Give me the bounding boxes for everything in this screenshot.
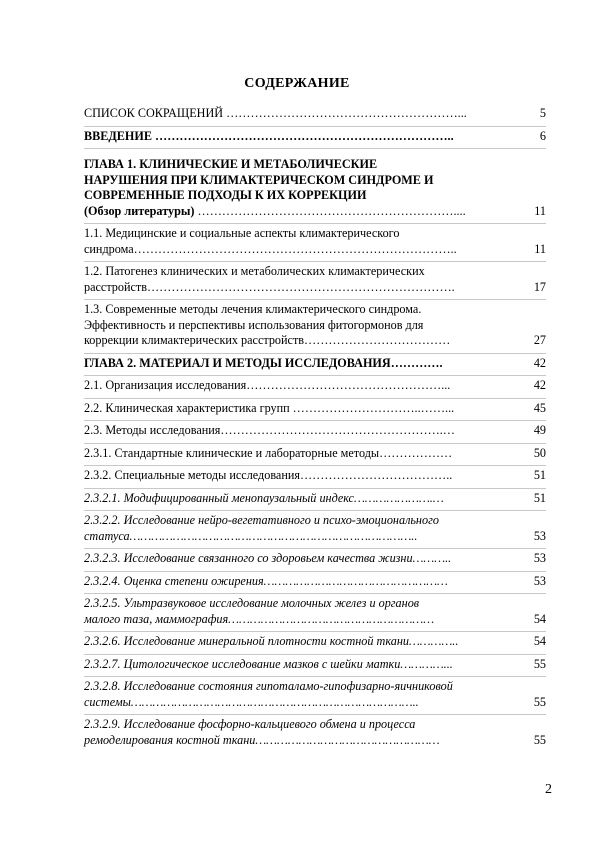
toc-entry-text: 2.3.2.6. Исследование минеральной плотности костной ткани………….. (84, 632, 514, 655)
toc-entry-text (84, 262, 514, 300)
toc-entry-text (84, 300, 514, 354)
toc-entry-text: ГЛАВА 2. МАТЕРИАЛ И МЕТОДЫ ИССЛЕДОВАНИЯ…………. (84, 353, 514, 376)
toc-entry-2-2 (84, 398, 546, 421)
toc-line: коррекции климактерических расстройств……………………………… (84, 333, 451, 347)
toc-entry-2-3-2 (84, 466, 546, 489)
toc-entry-page: 51 (514, 466, 546, 489)
toc-entry-2-3-1 (84, 443, 546, 466)
toc-entry-text: 2.3.2. Специальные методы исследования……………………………….. (84, 466, 514, 489)
toc-entry-chapter-2 (84, 353, 546, 376)
toc-entry-introduction (84, 126, 546, 149)
toc-entry-page: 51 (514, 488, 546, 511)
toc-entry-text: 2.3.2.1. Модифицированный менопаузальный индекс………………….… (84, 488, 514, 511)
toc-entry-page: 53 (514, 511, 546, 549)
toc-entry-2-3-2-1 (84, 488, 546, 511)
toc-entry-page: 53 (514, 571, 546, 594)
toc-entry-1-3 (84, 300, 546, 354)
toc-entry-text: 2.3.2.3. Исследование связанного со здоровьем качества жизни……….. (84, 549, 514, 572)
toc-entry-page: 53 (514, 549, 546, 572)
toc-line: 2.3.2.5. Ультразвуковое исследование молочных желез и органов (84, 596, 420, 610)
table-of-contents (84, 104, 546, 752)
toc-entry-text: 2.2. Клиническая характеристика групп …………………………..……... (84, 398, 514, 421)
toc-entry-page: 42 (514, 353, 546, 376)
toc-entry-page: 54 (514, 632, 546, 655)
toc-line: 2.3.2.8. Исследование состояния гипоталамо-гипофизарно-яичниковой (84, 679, 453, 693)
toc-entry-page: 5 (539, 106, 546, 120)
toc-line: 1.2. Патогенез клинических и метаболических климактерических (84, 264, 425, 278)
toc-entry-page: 55 (514, 654, 546, 677)
toc-entry-page: 42 (514, 376, 546, 399)
toc-line (84, 204, 514, 220)
toc-entry-1-1 (84, 224, 546, 262)
toc-line-bold-part: (Обзор литературы) (84, 203, 195, 218)
toc-line: НАРУШЕНИЯ ПРИ КЛИМАКТЕРИЧЕСКОМ СИНДРОМЕ И (84, 172, 434, 187)
toc-entry-2-3 (84, 421, 546, 444)
toc-entry-text: ВВЕДЕНИЕ ……………………………………………………………….. (84, 126, 514, 149)
toc-line: ремоделирования костной ткани…………………………………………… (84, 732, 440, 747)
toc-line: 1.1. Медицинские и социальные аспекты климактерического (84, 226, 400, 240)
toc-entry-chapter-1 (84, 149, 546, 224)
toc-line: 1.3. Современные методы лечения климактерического синдрома. (84, 302, 422, 316)
toc-entry-1-2 (84, 262, 546, 300)
toc-entry-text (84, 511, 514, 549)
toc-entry-abbreviations (84, 104, 546, 126)
toc-line: синдрома…………………………………………………………………….. (84, 241, 457, 256)
toc-line: малого таза, маммография………………………………………………… (84, 611, 435, 626)
toc-entry-2-3-2-4 (84, 571, 546, 594)
toc-entry-text: 2.1. Организация исследования…………………………………………... (84, 376, 514, 399)
page-title: СОДЕРЖАНИЕ (244, 76, 350, 91)
toc-entry-2-3-2-2 (84, 511, 546, 549)
toc-entry-page: 45 (514, 398, 546, 421)
toc-entry-page: 11 (514, 149, 546, 224)
toc-entry-page: 17 (514, 262, 546, 300)
toc-entry-2-3-2-8 (84, 677, 546, 715)
toc-entry-page: 54 (514, 594, 546, 632)
toc-entry-text: 2.3.2.7. Цитологическое исследование мазков с шейки матки…………... (84, 654, 514, 677)
toc-entry-page: 49 (514, 421, 546, 444)
toc-entry-page: 55 (514, 715, 546, 753)
toc-entry-page: 11 (514, 224, 546, 262)
toc-entry-text: 2.3.1. Стандартные клинические и лабораторные методы……………… (84, 443, 514, 466)
toc-entry-page: 55 (514, 677, 546, 715)
toc-entry-text (84, 224, 514, 262)
toc-entry-text: 2.3.2.4. Оценка степени ожирения…………………………………………… (84, 571, 514, 594)
toc-entry-text (84, 715, 514, 753)
toc-entry-text: СПИСОК СОКРАЩЕНИЙ …………………………………………………... (84, 106, 467, 120)
toc-entry-text (84, 594, 514, 632)
toc-entry-2-3-2-7 (84, 654, 546, 677)
toc-line: статуса…………………………………………………………………….. (84, 528, 418, 543)
toc-entry-page: 27 (514, 300, 546, 354)
toc-entry-2-3-2-9 (84, 715, 546, 753)
page-number: 2 (545, 782, 552, 797)
toc-entry-text (84, 149, 514, 224)
toc-entry-page: 6 (514, 126, 546, 149)
toc-line: расстройств…………………………………………………………………. (84, 279, 455, 294)
toc-line-leader: ……………………………………………………….... (194, 203, 466, 218)
toc-entry-2-3-2-5 (84, 594, 546, 632)
toc-entry-text (84, 677, 514, 715)
toc-entry-2-1 (84, 376, 546, 399)
toc-line: 2.3.2.2. Исследование нейро-вегетативного и психо-эмоционального (84, 513, 439, 527)
toc-line: системы…………………………………………………………………….. (84, 694, 419, 709)
toc-line: 2.3.2.9. Исследование фосфорно-кальциевого обмена и процесса (84, 717, 416, 731)
toc-line: СОВРЕМЕННЫЕ ПОДХОДЫ К ИХ КОРРЕКЦИИ (84, 188, 367, 202)
toc-entry-page: 50 (514, 443, 546, 466)
toc-line: ГЛАВА 1. КЛИНИЧЕСКИЕ И МЕТАБОЛИЧЕСКИЕ (84, 157, 378, 171)
toc-entry-text: 2.3. Методы исследования……………………………………………….… (84, 421, 514, 444)
toc-entry-2-3-2-6 (84, 632, 546, 655)
toc-line: Эффективность и перспективы использования фитогормонов для (84, 317, 424, 332)
toc-entry-2-3-2-3 (84, 549, 546, 572)
